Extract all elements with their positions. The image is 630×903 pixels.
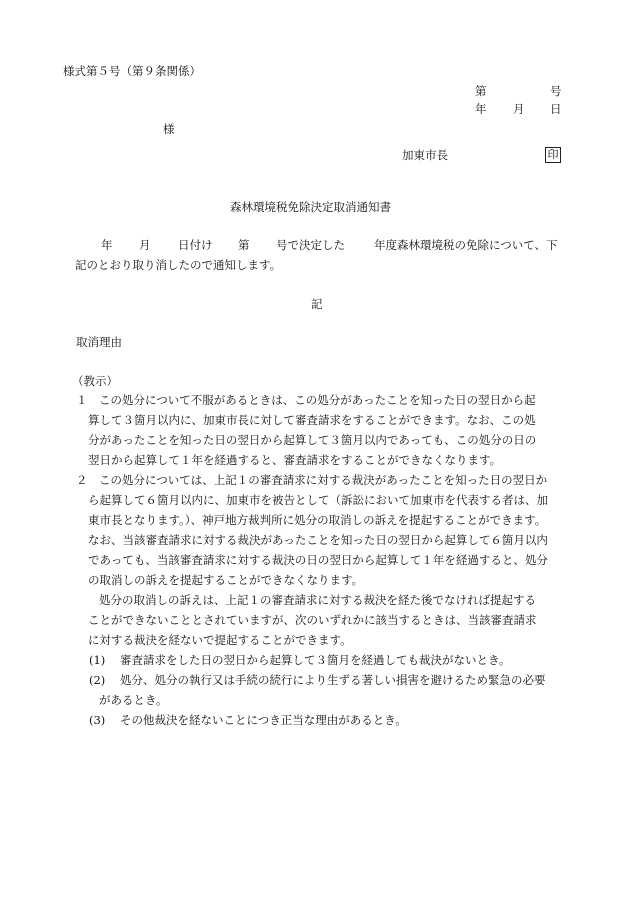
subitem-number: (1): [89, 653, 106, 667]
issuer-name: 加東市長: [402, 148, 448, 162]
reason-label: 取消理由: [76, 335, 122, 349]
notice-item-number: ２: [76, 473, 88, 487]
notice-item-2-line: の取消しの訴えを提起することができなくなります。: [88, 573, 364, 587]
ki-heading: 記: [311, 297, 323, 311]
notice-item-1-line: 分があったことを知った日の翌日から起算して３箇月以内であっても、この処分の日の: [88, 433, 537, 447]
document-number-suffix: 号: [550, 84, 562, 98]
intro-year: 年: [101, 238, 113, 252]
notice-item-2-line: 処分の取消しの訴えは、上記１の審査請求に対する裁決を経た後でなければ提起する: [99, 593, 536, 607]
notice-item-2-line: に対する裁決を経ないで提起することができます。: [88, 633, 352, 647]
subitem-line: 審査請求をした日の翌日から起算して３箇月を経過しても裁決がないとき。: [120, 653, 511, 667]
subitem-number: (2): [89, 673, 106, 687]
notice-item-2-line: ら起算して６箇月以内に、加東市を被告として（訴訟において加東市を代表する者は、加: [88, 493, 548, 507]
date-year: 年: [475, 102, 487, 116]
page-title: 森林環境税免除決定取消通知書: [230, 200, 391, 214]
intro-line-2: 記のとおり取り消したので通知します。: [75, 258, 282, 272]
intro-number-text: 号で決定した: [276, 238, 345, 252]
intro-month: 月: [139, 238, 151, 252]
date-day: 日: [550, 102, 562, 116]
date-month: 月: [513, 102, 525, 116]
subitem-line: があるとき。: [99, 693, 168, 707]
subitem-number: (3): [89, 713, 106, 727]
notice-item-2-line: この処分については、上記１の審査請求に対する裁決があったことを知った日の翌日か: [99, 473, 548, 487]
addressee-honorific: 様: [163, 122, 175, 136]
notice-item-2-line: 東市長となります。）、神戸地方裁判所に処分の取消しの訴えを提起することができます。: [88, 513, 547, 527]
notice-item-2-line: なお、当該審査請求に対する裁決があったことを知った日の翌日から起算して６箇月以内: [88, 533, 548, 547]
notice-item-2-line: ことができないこととされていますが、次のいずれかに該当するときは、当該審査請求: [88, 613, 537, 627]
form-label: 様式第５号（第９条関係）: [63, 64, 201, 78]
notice-item-1-line: 翌日から起算して１年を経過すると、審査請求をすることができなくなります。: [88, 453, 502, 467]
subitem-line: その他裁決を経ないことにつき正当な理由があるとき。: [120, 713, 407, 727]
notice-item-1-line: この処分について不服があるときは、この処分があったことを知った日の翌日から起: [99, 393, 536, 407]
notice-item-number: １: [76, 393, 88, 407]
subitem-line: 処分、処分の執行又は手続の続行により生ずる著しい損害を避けるため緊急の必要: [120, 673, 546, 687]
intro-fiscal-year-text: 年度森林環境税の免除について、下: [374, 238, 558, 252]
intro-date-suffix: 日付け: [178, 238, 213, 252]
seal-mark: 印: [545, 147, 561, 163]
notice-item-1-line: 算して３箇月以内に、加東市長に対して審査請求をすることができます。なお、この処: [88, 413, 536, 427]
intro-number-prefix: 第: [238, 238, 250, 252]
notice-item-2-line: であっても、当該審査請求に対する裁決の日の翌日から起算して１年を経過すると、処分: [88, 553, 548, 567]
document-number-prefix: 第: [475, 84, 487, 98]
notice-heading: （教示）: [72, 374, 118, 388]
